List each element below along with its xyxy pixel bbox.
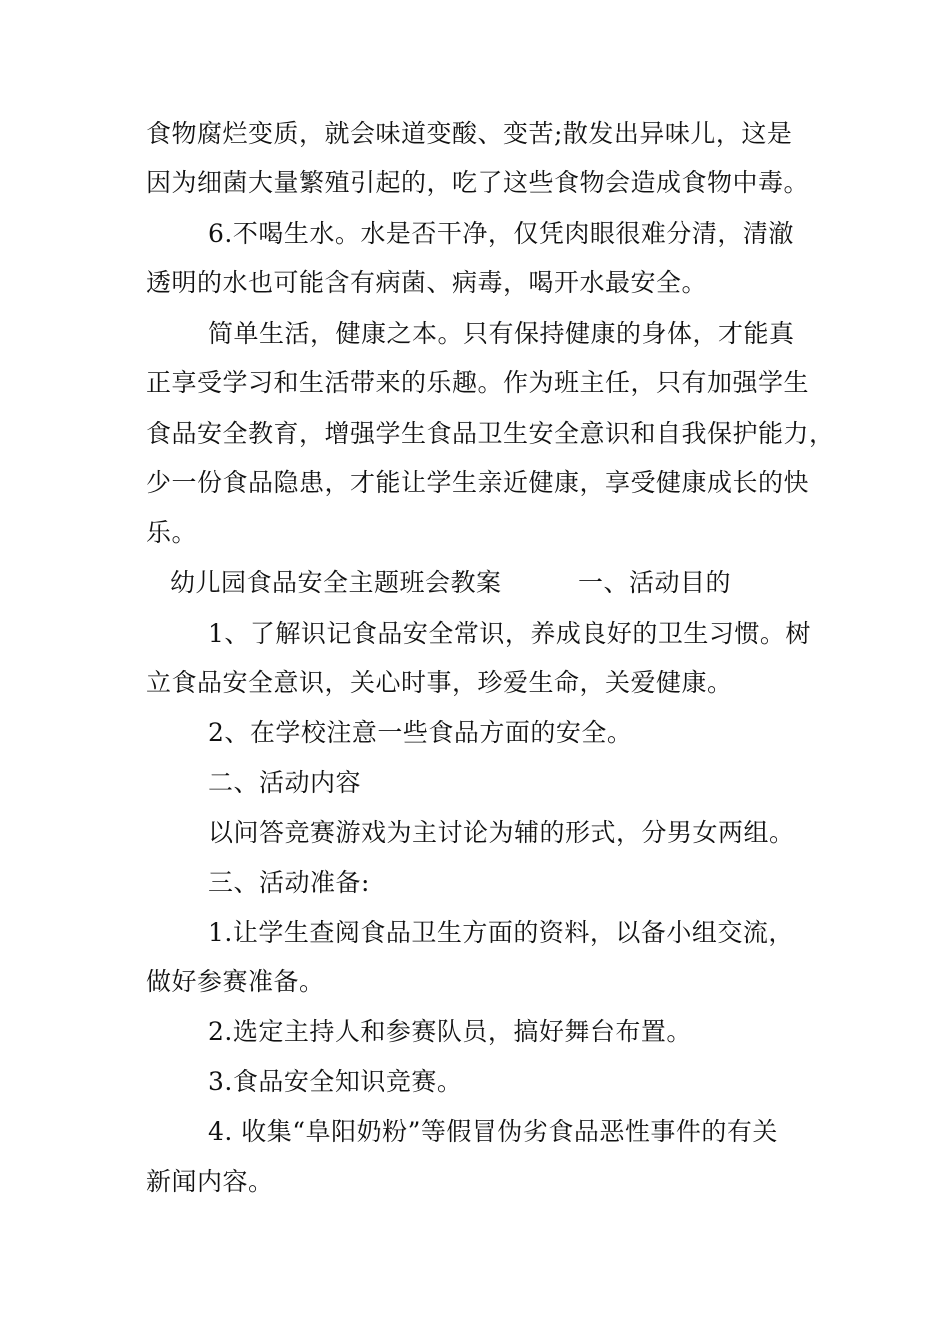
paragraph-line: 6.不喝生水。水是否干净，仅凭肉眼很难分清，清澈 (208, 219, 794, 248)
paragraph-line: 食品安全教育，增强学生食品卫生安全意识和自我保护能力， (146, 419, 835, 448)
paragraph-line: 食物腐烂变质，就会味道变酸、变苦;散发出异味儿，这是 (146, 119, 793, 148)
section-heading: 三、活动准备: (208, 868, 370, 897)
paragraph-line: 1、了解识记食品安全常识，养成良好的卫生习惯。树 (208, 619, 811, 648)
paragraph-line: 2、在学校注意一些食品方面的安全。 (208, 718, 633, 747)
section-heading: 二、活动内容 (208, 768, 362, 797)
section-title: 幼儿园食品安全主题班会教案 (170, 568, 502, 597)
paragraph-line: 少一份食品隐患，才能让学生亲近健康，享受健康成长的快 (146, 468, 810, 497)
paragraph-line: 1.让学生查阅食品卫生方面的资料，以备小组交流， (208, 918, 794, 947)
paragraph-line: 3.食品安全知识竞赛。 (208, 1067, 463, 1096)
paragraph-line: 透明的水也可能含有病菌、病毒，喝开水最安全。 (146, 268, 708, 297)
paragraph-line: 新闻内容。 (146, 1167, 274, 1196)
paragraph-line: 2.选定主持人和参赛队员，搞好舞台布置。 (208, 1017, 692, 1046)
paragraph-line: 做好参赛准备。 (146, 967, 325, 996)
paragraph-line: 乐。 (146, 518, 198, 547)
paragraph-line: 立食品安全意识，关心时事，珍爱生命，关爱健康。 (146, 668, 733, 697)
paragraph-line: 因为细菌大量繁殖引起的，吃了这些食物会造成食物中毒。 (146, 168, 810, 197)
paragraph-line: 4. 收集“阜阳奶粉”等假冒伪劣食品恶性事件的有关 (208, 1117, 778, 1146)
paragraph-line: 正享受学习和生活带来的乐趣。作为班主任，只有加强学生 (146, 368, 810, 397)
paragraph-line: 简单生活，健康之本。只有保持健康的身体，才能真 (208, 319, 795, 348)
section-heading: 一、活动目的 (578, 568, 732, 597)
paragraph-line: 以问答竞赛游戏为主讨论为辅的形式，分男女两组。 (208, 818, 795, 847)
